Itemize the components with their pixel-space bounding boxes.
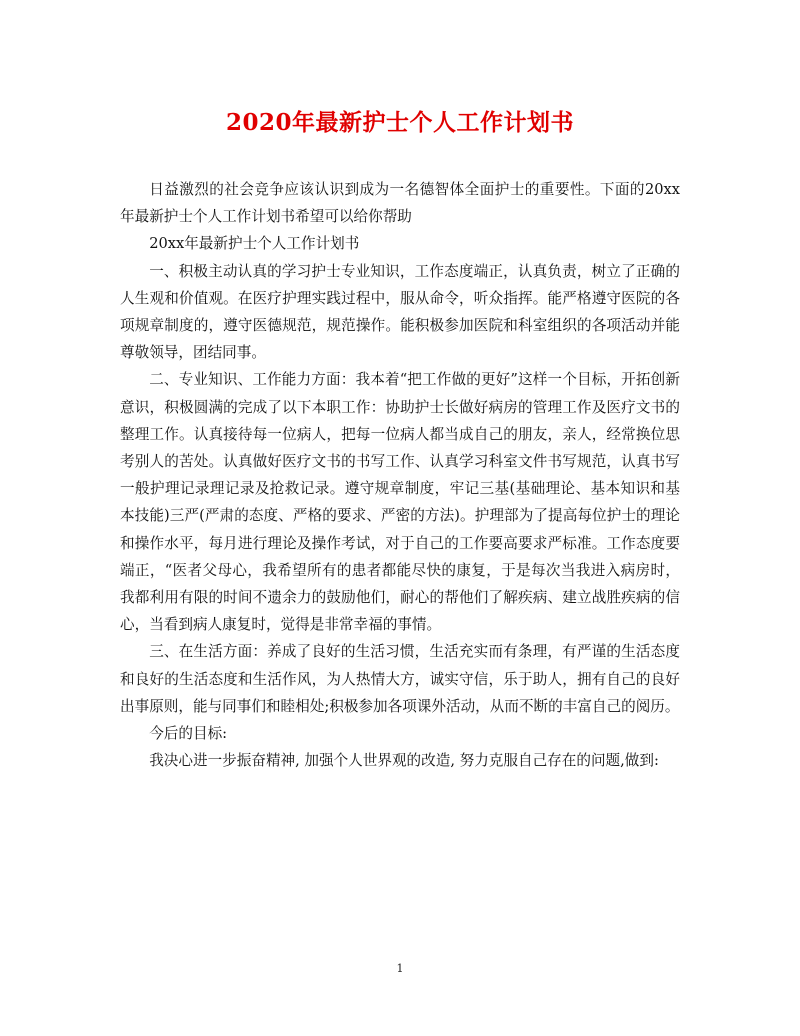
document-body	[120, 176, 680, 774]
intro-paragraph: 日益激烈的社会竞争应该认识到成为一名德智体全面护士的重要性。下面的20xx年最新护士个人工作计划书希望可以给你帮助	[120, 181, 680, 226]
page-number: 1	[396, 962, 404, 975]
subtitle-paragraph: 20xx年最新护士个人工作计划书	[149, 235, 360, 253]
goals-paragraph: 我决心进一步振奋精神, 加强个人世界观的改造, 努力克服自己存在的问题,做到:	[149, 752, 659, 770]
section-three-paragraph: 三、在生活方面：养成了良好的生活习惯，生活充实而有条理，有严谨的生活态度和良好的生活态度和生活作风，为人热情大方，诚实守信，乐于助人，拥有自己的良好出事原则，能与同事们和睦相处;积极参加各项课外活动，从而不断的丰富自己的阅历。	[120, 643, 680, 715]
document-title: 2020年最新护士个人工作计划书	[225, 109, 574, 136]
section-one-paragraph: 一、积极主动认真的学习护士专业知识，工作态度端正，认真负责，树立了正确的人生观和价值观。在医疗护理实践过程中，服从命令，听众指挥。能严格遵守医院的各项规章制度的，遵守医德规范，规范操作。能积极参加医院和科室组织的各项活动并能尊敬领导，团结同事。	[120, 262, 680, 362]
section-two-paragraph: 二、专业知识、工作能力方面：我本着“把工作做的更好”这样一个目标，开拓创新意识，积极圆满的完成了以下本职工作：协助护士长做好病房的管理工作及医疗文书的整理工作。认真接待每一位病人，把每一位病人都当成自己的朋友，亲人，经常换位思考别人的苦处。认真做好医疗文书的书写工作、认真学习科室文件书写规范，认真书写一般护理记录理记录及抢救记录。遵守规章制度，牢记三基(基础理论、基本知识和基本技能)三严(严肃的态度、严格的要求、严密的方法)。护理部为了提高每位护士的理论和操作水平，每月进行理论及操作考试，对于自己的工作要高要求严标准。工作态度要端正，“医者父母心，我希望所有的患者都能尽快的康复，于是每次当我进入病房时，我都利用有限的时间不遗余力的鼓励他们，耐心的帮他们了解疾病、建立战胜疾病的信心，当看到病人康复时，觉得是非常幸福的事情。	[120, 371, 680, 634]
goals-heading-paragraph: 今后的目标:	[149, 725, 228, 743]
